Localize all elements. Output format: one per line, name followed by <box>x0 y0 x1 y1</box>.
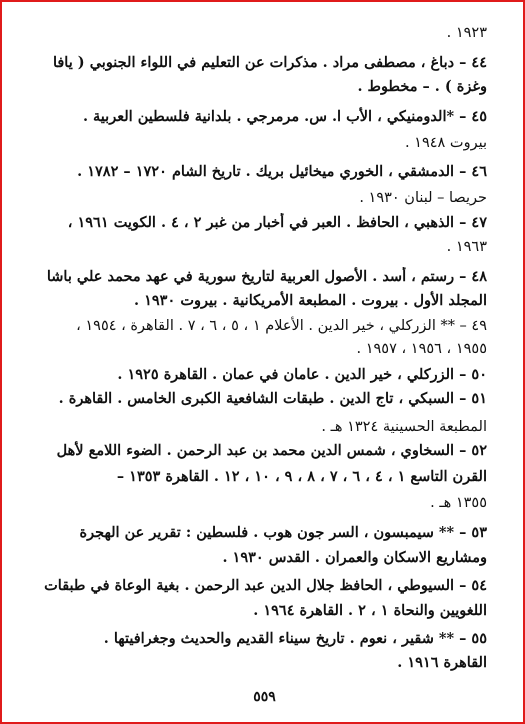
document-page <box>8 5 521 721</box>
text-line: ٥٥ – ** شقير ، نعوم . تاريخ سيناء القديم والحديث وجغرافيتها . <box>103 630 487 647</box>
text-line: ٥٤ – السيوطي ، الحافظ جلال الدين عبد الرحمن . بغية الوعاة في طبقات <box>44 577 487 594</box>
text-line: المجلد الأول . بيروت . المطبعة الأمريكانية . بيروت ١٩٣٠ . <box>134 292 487 309</box>
text-line: ١٩٢٣ . <box>446 25 487 41</box>
text-line: ٤٩ – ** الزركلي ، خير الدين . الأعلام ١ ، ٥ ، ٦ ، ٧ . القاهرة ، ١٩٥٤ ، <box>76 318 487 334</box>
text-line: ٥٢ – السخاوي ، شمس الدين محمد بن عبد الرحمن . الضوء اللامع لأهل <box>56 442 487 459</box>
text-line: ١٣٥٥ هـ . <box>430 495 487 511</box>
text-line: حريصا – لبنان ١٩٣٠ . <box>359 190 487 206</box>
text-line: ومشاريع الاسكان والعمران . القدس ١٩٣٠ . <box>222 549 487 566</box>
text-line: ٤٥ – *الدومنيكي ، الأب ا. س. مرمرجي . بلدانية فلسطين العربية . <box>82 108 487 125</box>
text-line: بيروت ١٩٤٨ . <box>404 135 487 151</box>
text-line: وغزة ) . – مخطوط . <box>357 78 487 95</box>
text-line: ٤٦ – الدمشقي ، الخوري ميخائيل بريك . تاريخ الشام ١٧٢٠ – ١٧٨٢ . <box>77 163 487 180</box>
text-line: ١٩٥٥ ، ١٩٥٦ ، ١٩٥٧ . <box>356 341 487 357</box>
text-line: ٥١ – السبكي ، تاج الدين . طبقات الشافعية الكبرى الخامس . القاهرة . <box>58 390 487 407</box>
text-line: ٥٠ – الزركلي ، خير الدين . عامان في عمان . القاهرة ١٩٢٥ . <box>117 366 487 383</box>
text-line: ٤٤ – دباغ ، مصطفى مراد . مذكرات عن التعليم في اللواء الجنوبي ( يافا <box>52 54 487 71</box>
text-line: اللغويين والنحاة ١ ، ٢ . القاهرة ١٩٦٤ . <box>253 602 487 619</box>
text-line: ٤٧ – الذهبي ، الحافظ . العبر في أخبار من غبر ٢ ، ٤ . الكويت ١٩٦١ ، <box>67 214 487 231</box>
text-line: ٤٨ – رستم ، أسد . الأصول العربية لتاريخ سورية في عهد محمد علي باشا <box>46 268 487 285</box>
text-line: المطبعة الحسينية ١٣٢٤ هـ . <box>321 419 487 435</box>
text-line: القاهرة ١٩١٦ . <box>397 654 487 671</box>
page-number: ٥٥٩ <box>253 689 276 705</box>
text-line: ١٩٦٣ . <box>446 239 487 255</box>
text-line: القرن التاسع ١ ، ٤ ، ٦ ، ٧ ، ٨ ، ٩ ، ١٠ ، ١٢ . القاهرة ١٣٥٣ – <box>116 468 487 485</box>
text-line: ٥٣ – ** سيمبسون ، السر جون هوب . فلسطين : تقرير عن الهجرة <box>79 524 487 541</box>
